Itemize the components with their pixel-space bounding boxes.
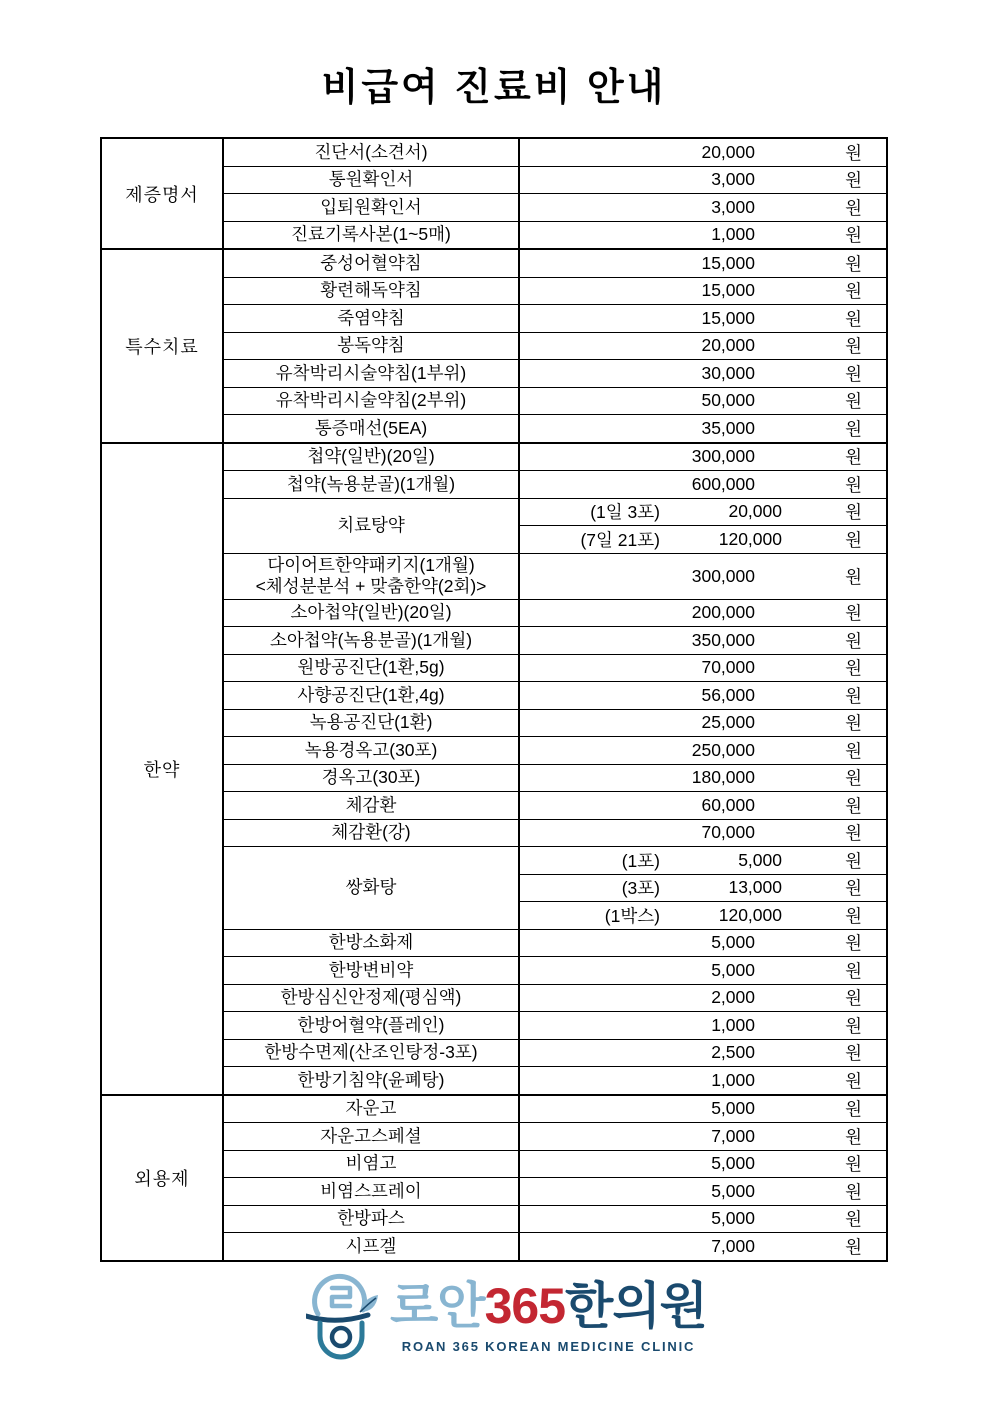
currency-unit: 원	[845, 713, 862, 734]
price-value: 3,000	[711, 169, 755, 190]
table-row	[224, 277, 886, 305]
currency-unit: 원	[845, 1043, 862, 1064]
price-value: 25,000	[701, 712, 755, 733]
item-name: 통원확인서	[328, 169, 414, 190]
price-area	[520, 1012, 886, 1039]
price-row	[520, 554, 886, 599]
category-label: 특수치료	[102, 250, 224, 442]
item-name-cell	[224, 1178, 520, 1205]
logo-text-365: 365	[484, 1277, 566, 1334]
price-value: 2,500	[711, 1042, 755, 1063]
price-area	[520, 1096, 886, 1123]
table-row	[224, 359, 886, 387]
price-area	[520, 415, 886, 442]
currency-unit: 원	[845, 529, 862, 550]
price-value: 35,000	[701, 417, 755, 438]
item-name-cell	[224, 554, 520, 599]
section-rows	[224, 1096, 886, 1260]
item-name: 통증매선(5EA)	[314, 417, 428, 438]
price-area	[520, 360, 886, 387]
item-name-cell	[224, 305, 520, 332]
price-area	[520, 792, 886, 819]
logo-ieung-circle	[332, 1328, 350, 1346]
item-name: 진단서(소견서)	[314, 141, 428, 162]
price-value: 30,000	[701, 362, 755, 383]
currency-unit: 원	[845, 878, 862, 899]
table-section	[102, 1094, 886, 1260]
item-name-cell	[224, 1040, 520, 1067]
price-row	[520, 655, 886, 682]
price-row	[520, 1067, 886, 1094]
item-name: 자운고스페셜	[320, 1125, 422, 1146]
price-value: 2,000	[711, 987, 755, 1008]
section-rows	[224, 250, 886, 442]
price-value: 5,000	[711, 932, 755, 953]
table-row	[224, 626, 886, 654]
item-name: 원방공진단(1환,5g)	[297, 657, 445, 678]
table-row	[224, 1232, 886, 1260]
price-row	[520, 499, 886, 526]
price-table	[100, 137, 888, 1262]
item-name-cell	[224, 333, 520, 360]
price-row	[520, 471, 886, 498]
price-row	[520, 415, 886, 442]
price-value: 300,000	[691, 446, 755, 467]
currency-unit: 원	[845, 170, 862, 191]
price-area	[520, 930, 886, 957]
item-name-cell	[224, 250, 520, 277]
price-row	[520, 792, 886, 819]
currency-unit: 원	[845, 1015, 862, 1036]
table-row	[224, 846, 886, 929]
price-area	[520, 1233, 886, 1260]
item-name: 쌍화탕	[345, 877, 397, 898]
price-area	[520, 167, 886, 194]
price-value: 5,000	[738, 849, 782, 870]
logo-rieul-stroke	[332, 1288, 350, 1306]
price-row	[520, 388, 886, 415]
price-area	[520, 765, 886, 792]
price-value: 300,000	[691, 565, 755, 586]
price-value: 20,000	[701, 141, 755, 162]
table-row	[224, 498, 886, 553]
item-name-cell	[224, 847, 520, 929]
item-name: 한방파스	[337, 1208, 405, 1229]
currency-unit: 원	[845, 1099, 862, 1120]
section-rows	[224, 139, 886, 248]
price-row	[520, 194, 886, 221]
price-row	[520, 1151, 886, 1178]
quantity-label: (1포)	[621, 850, 660, 871]
table-row	[224, 414, 886, 442]
currency-unit: 원	[845, 685, 862, 706]
currency-unit: 원	[845, 253, 862, 274]
currency-unit: 원	[845, 474, 862, 495]
price-area	[520, 600, 886, 627]
item-name-cell	[224, 1151, 520, 1178]
item-name-cell	[224, 820, 520, 847]
category-label: 외용제	[102, 1096, 224, 1260]
price-row	[520, 930, 886, 957]
clinic-logo	[306, 1270, 707, 1364]
price-area	[520, 1123, 886, 1150]
price-row	[520, 957, 886, 984]
price-area	[520, 1067, 886, 1094]
item-name-cell	[224, 1067, 520, 1094]
logo-text-clinic: 한의원	[565, 1277, 707, 1334]
price-area	[520, 957, 886, 984]
price-row	[520, 627, 886, 654]
item-name-cell	[224, 627, 520, 654]
currency-unit: 원	[845, 795, 862, 816]
currency-unit: 원	[845, 1126, 862, 1147]
currency-unit: 원	[845, 391, 862, 412]
item-name-cell	[224, 388, 520, 415]
item-name-cell	[224, 985, 520, 1012]
table-row	[224, 553, 886, 599]
price-area	[520, 139, 886, 166]
item-name: 중성어혈약침	[320, 252, 422, 273]
price-area	[520, 682, 886, 709]
table-row	[224, 1096, 886, 1123]
price-value: 60,000	[701, 794, 755, 815]
price-row	[520, 901, 886, 929]
table-row	[224, 387, 886, 415]
item-name: 죽염약침	[337, 307, 405, 328]
table-row	[224, 599, 886, 627]
item-name: 진료기록사본(1~5매)	[291, 224, 451, 245]
table-row	[224, 1066, 886, 1094]
price-value: 20,000	[728, 501, 782, 522]
item-name-cell	[224, 930, 520, 957]
table-row	[224, 709, 886, 737]
price-area	[520, 820, 886, 847]
table-row	[224, 332, 886, 360]
price-row	[520, 250, 886, 277]
table-section	[102, 442, 886, 1094]
currency-unit: 원	[845, 418, 862, 439]
item-name-cell	[224, 222, 520, 249]
currency-unit: 원	[845, 308, 862, 329]
price-area	[520, 278, 886, 305]
item-name: 유착박리시술약침(1부위)	[275, 362, 467, 383]
price-row	[520, 1123, 886, 1150]
item-name-cell	[224, 194, 520, 221]
price-value: 3,000	[711, 196, 755, 217]
price-row	[520, 985, 886, 1012]
logo-wordmark	[390, 1277, 707, 1334]
price-row	[520, 1233, 886, 1260]
price-value: 1,000	[711, 1014, 755, 1035]
clinic-logo-mark-icon	[306, 1270, 378, 1364]
item-name: 치료탕약	[337, 514, 405, 535]
currency-unit: 원	[845, 336, 862, 357]
item-name-cell	[224, 792, 520, 819]
item-name-cell	[224, 600, 520, 627]
price-value: 350,000	[691, 629, 755, 650]
item-name-cell	[224, 765, 520, 792]
price-row	[520, 737, 886, 764]
price-area	[520, 471, 886, 498]
table-row	[224, 654, 886, 682]
currency-unit: 원	[845, 363, 862, 384]
currency-unit: 원	[845, 1209, 862, 1230]
table-row	[224, 791, 886, 819]
item-name-cell	[224, 167, 520, 194]
currency-unit: 원	[845, 1236, 862, 1257]
currency-unit: 원	[845, 740, 862, 761]
table-row	[224, 193, 886, 221]
price-value: 5,000	[711, 1153, 755, 1174]
item-name: 녹용경옥고(30포)	[304, 739, 438, 760]
item-name: 시프겔	[345, 1235, 397, 1256]
price-value: 56,000	[701, 684, 755, 705]
currency-unit: 원	[845, 850, 862, 871]
logo-text-roan: 로안	[390, 1277, 485, 1334]
price-area	[520, 985, 886, 1012]
price-area	[520, 847, 886, 929]
price-value: 600,000	[691, 473, 755, 494]
logo-swoosh	[306, 1315, 368, 1320]
item-name: 황련해독약침	[320, 280, 422, 301]
item-name: 체감환(강)	[331, 822, 411, 843]
price-value: 250,000	[691, 739, 755, 760]
table-row	[224, 166, 886, 194]
item-name-cell	[224, 1096, 520, 1123]
currency-unit: 원	[845, 281, 862, 302]
item-name: 소아첩약(녹용분골)(1개월)	[269, 629, 473, 650]
price-area	[520, 388, 886, 415]
table-row	[224, 1150, 886, 1178]
price-area	[520, 444, 886, 471]
currency-unit: 원	[845, 988, 862, 1009]
table-row	[224, 984, 886, 1012]
item-name: 비염스프레이	[320, 1180, 422, 1201]
price-value: 5,000	[711, 1098, 755, 1119]
item-name: 첩약(녹용분골)(1개월)	[286, 473, 456, 494]
item-name-cell	[224, 139, 520, 166]
table-row	[224, 929, 886, 957]
currency-unit: 원	[845, 1070, 862, 1091]
table-row	[224, 470, 886, 498]
price-row	[520, 1012, 886, 1039]
price-value: 5,000	[711, 1208, 755, 1229]
quantity-label: (1일 3포)	[590, 502, 660, 523]
price-value: 13,000	[728, 877, 782, 898]
item-name-cell	[224, 415, 520, 442]
item-name: 한방수면제(산조인탕정-3포)	[264, 1042, 478, 1063]
currency-unit: 원	[845, 447, 862, 468]
currency-unit: 원	[845, 225, 862, 246]
item-name-cell	[224, 278, 520, 305]
price-row	[520, 525, 886, 553]
table-row	[224, 221, 886, 249]
table-row	[224, 956, 886, 984]
table-row	[224, 444, 886, 471]
item-name: 녹용공진단(1환)	[309, 712, 433, 733]
currency-unit: 원	[845, 905, 862, 926]
price-row	[520, 305, 886, 332]
price-area	[520, 333, 886, 360]
price-area	[520, 1206, 886, 1233]
item-name: 다이어트한약패키지(1개월)	[267, 554, 475, 575]
price-row	[520, 333, 886, 360]
price-area	[520, 499, 886, 553]
item-name: 비염고	[345, 1153, 397, 1174]
price-value: 50,000	[701, 390, 755, 411]
currency-unit: 원	[845, 1154, 862, 1175]
currency-unit: 원	[845, 630, 862, 651]
item-name-cell	[224, 360, 520, 387]
price-area	[520, 1178, 886, 1205]
item-name-cell	[224, 1206, 520, 1233]
currency-unit: 원	[845, 823, 862, 844]
currency-unit: 원	[845, 142, 862, 163]
item-name-cell	[224, 737, 520, 764]
item-name: 한방어혈약(플레인)	[297, 1014, 445, 1035]
currency-unit: 원	[845, 768, 862, 789]
price-value: 120,000	[718, 528, 782, 549]
table-row	[224, 819, 886, 847]
currency-unit: 원	[845, 502, 862, 523]
price-area	[520, 1040, 886, 1067]
price-row	[520, 847, 886, 874]
price-row	[520, 444, 886, 471]
price-row	[520, 1206, 886, 1233]
price-row	[520, 278, 886, 305]
item-name: 입퇴원확인서	[320, 196, 422, 217]
logo-subtitle: ROAN 365 KOREAN MEDICINE CLINIC	[401, 1339, 696, 1355]
item-name-cell	[224, 655, 520, 682]
item-name-cell	[224, 957, 520, 984]
price-row	[520, 1040, 886, 1067]
price-area	[520, 305, 886, 332]
price-row	[520, 139, 886, 166]
quantity-label: (7일 21포)	[580, 529, 660, 550]
price-row	[520, 167, 886, 194]
price-row	[520, 1096, 886, 1123]
currency-unit: 원	[845, 1181, 862, 1202]
price-value: 200,000	[691, 602, 755, 623]
price-row	[520, 874, 886, 902]
table-row	[224, 1205, 886, 1233]
price-value: 7,000	[711, 1125, 755, 1146]
price-value: 15,000	[701, 280, 755, 301]
quantity-label: (3포)	[621, 878, 660, 899]
item-name-cell	[224, 471, 520, 498]
price-value: 5,000	[711, 1180, 755, 1201]
price-area	[520, 194, 886, 221]
price-value: 120,000	[718, 904, 782, 925]
item-name: 체감환	[345, 794, 397, 815]
table-row	[224, 139, 886, 166]
logo-text-block	[390, 1277, 707, 1355]
currency-unit: 원	[845, 603, 862, 624]
item-name: 한방소화제	[328, 932, 414, 953]
item-name: 한방심신안정제(평심액)	[280, 987, 462, 1008]
table-row	[224, 764, 886, 792]
price-value: 15,000	[701, 307, 755, 328]
price-value: 5,000	[711, 959, 755, 980]
item-name: 자운고	[345, 1098, 397, 1119]
item-name-cell	[224, 710, 520, 737]
price-value: 1,000	[711, 224, 755, 245]
table-row	[224, 250, 886, 277]
item-name: 유착박리시술약침(2부위)	[275, 390, 467, 411]
item-name-line2: <체성분분석 + 맞춤한약(2회)>	[255, 576, 487, 596]
price-value: 20,000	[701, 335, 755, 356]
item-name: 봉독약침	[337, 335, 405, 356]
price-value: 7,000	[711, 1235, 755, 1256]
price-area	[520, 250, 886, 277]
price-area	[520, 710, 886, 737]
price-row	[520, 820, 886, 847]
price-area	[520, 737, 886, 764]
price-area	[520, 1151, 886, 1178]
table-row	[224, 1011, 886, 1039]
table-row	[224, 304, 886, 332]
quantity-label: (1박스)	[604, 905, 660, 926]
item-name-cell	[224, 1123, 520, 1150]
table-section	[102, 248, 886, 442]
item-name: 경옥고(30포)	[321, 767, 421, 788]
table-row	[224, 1177, 886, 1205]
item-name-cell	[224, 499, 520, 553]
table-row	[224, 1122, 886, 1150]
currency-unit: 원	[845, 960, 862, 981]
section-rows	[224, 444, 886, 1094]
table-section	[102, 139, 886, 248]
price-value: 1,000	[711, 1069, 755, 1090]
item-name: 소아첩약(일반)(20일)	[290, 602, 452, 623]
table-row	[224, 1039, 886, 1067]
price-row	[520, 682, 886, 709]
item-name: 한방변비약	[328, 959, 414, 980]
price-row	[520, 360, 886, 387]
category-label: 한약	[102, 444, 224, 1094]
price-area	[520, 655, 886, 682]
currency-unit: 원	[845, 933, 862, 954]
price-row	[520, 765, 886, 792]
category-label: 제증명서	[102, 139, 224, 248]
item-name-cell	[224, 1012, 520, 1039]
item-name-cell	[224, 444, 520, 471]
table-row	[224, 736, 886, 764]
price-value: 15,000	[701, 252, 755, 273]
item-name: 한방기침약(윤폐탕)	[297, 1069, 445, 1090]
item-name: 사향공진단(1환,4g)	[297, 684, 445, 705]
item-name: 첩약(일반)(20일)	[307, 446, 435, 467]
item-name-cell	[224, 1233, 520, 1260]
price-value: 70,000	[701, 822, 755, 843]
price-row	[520, 600, 886, 627]
table-row	[224, 681, 886, 709]
currency-unit: 원	[845, 197, 862, 218]
price-area	[520, 222, 886, 249]
price-area	[520, 554, 886, 599]
price-area	[520, 627, 886, 654]
price-row	[520, 1178, 886, 1205]
item-name-cell	[224, 682, 520, 709]
currency-unit: 원	[845, 566, 862, 587]
price-value: 180,000	[691, 767, 755, 788]
price-row	[520, 222, 886, 249]
price-value: 70,000	[701, 657, 755, 678]
page-title: 비급여 진료비 안내	[321, 67, 667, 109]
price-row	[520, 710, 886, 737]
currency-unit: 원	[845, 658, 862, 679]
